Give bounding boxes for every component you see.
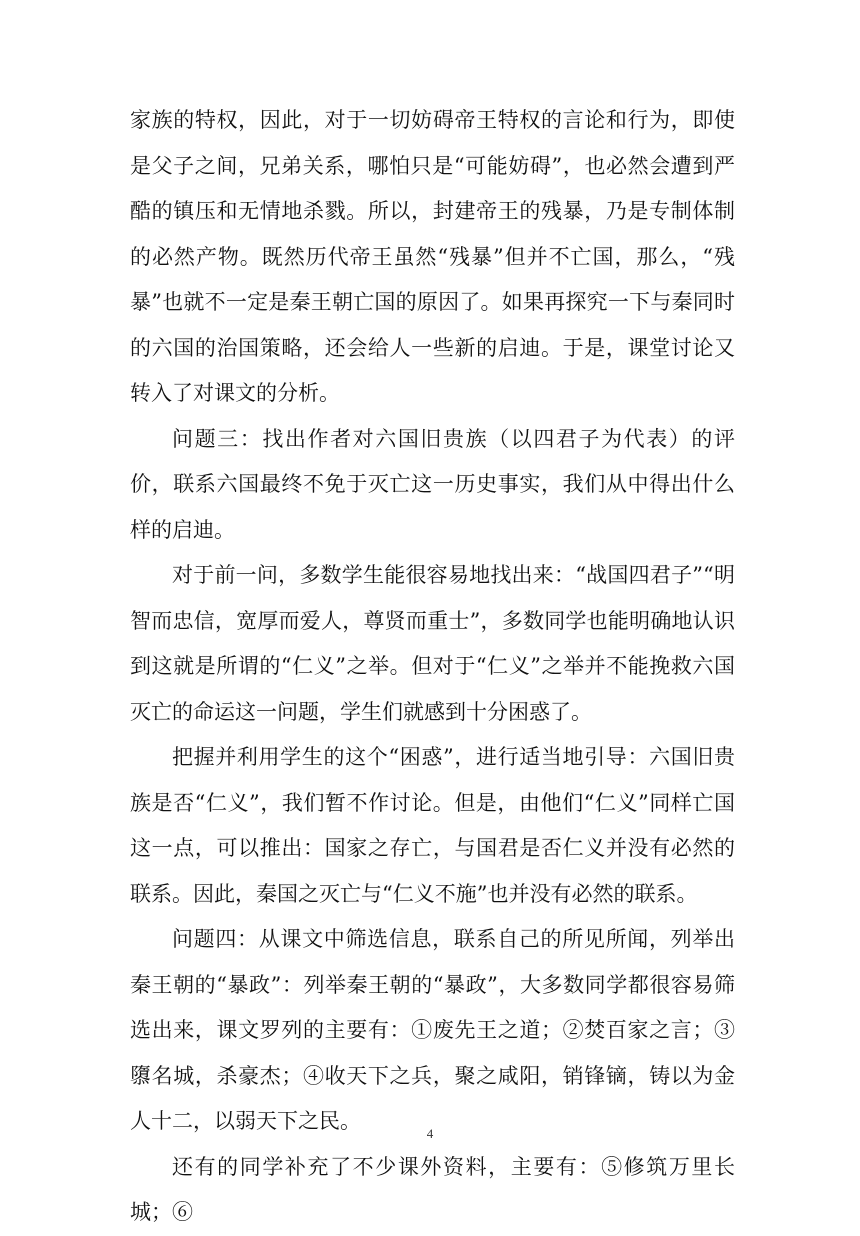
page-number: 4 — [426, 1126, 434, 1141]
paragraph-supplementary-materials: 还有的同学补充了不少课外资料，主要有：⑤修筑万里长城；⑥ — [130, 1154, 735, 1224]
body-text — [130, 98, 735, 1236]
paragraph-guidance-confusion: 把握并利用学生的这个“困惑”，进行适当地引导：六国旧贵族是否“仁义”，我们暂不作讨论。但是，由他们“仁义”同样亡国这一点，可以推出：国家之存亡，与国君是否仁义并没有必然的联系。因此，秦国之灭亡与“仁义不施”也并没有必然的联系。 — [130, 745, 735, 906]
paragraph-answer-four-lords: 对于前一问，多数学生能很容易地找出来：“战国四君子”“明智而忠信，宽厚而爱人，尊贤而重士”，多数同学也能明确地认识到这就是所谓的“仁义”之举。但对于“仁义”之举并不能挽救六国灭亡的命运这一问题，学生们就感到十分困惑了。 — [130, 563, 735, 724]
paragraph-question-three: 问题三：找出作者对六国旧贵族（以四君子为代表）的评价，联系六国最终不免于灭亡这一历史事实，我们从中得出什么样的启迪。 — [130, 426, 735, 542]
paragraph-continuation: 家族的特权，因此，对于一切妨碍帝王特权的言论和行为，即使是父子之间，兄弟关系，哪怕只是“可能妨碍”，也必然会遭到严酷的镇压和无情地杀戮。所以，封建帝王的残暴，乃是专制体制的必然产物。既然历代帝王虽然“残暴”但并不亡国，那么，“残暴”也就不一定是秦王朝亡国的原因了。如果再探究一下与秦同时的六国的治国策略，还会给人一些新的启迪。于是，课堂讨论又转入了对课文的分析。 — [130, 108, 735, 405]
paragraph-question-four: 问题四：从课文中筛选信息，联系自己的所见所闻，列举出秦王朝的“暴政”：列举秦王朝的“暴政”，大多数同学都很容易筛选出来，课文罗列的主要有：①废先王之道；②焚百家之言；③隳名城，杀豪杰；④收天下之兵，聚之咸阳，销锋镝，铸以为金人十二，以弱天下之民。 — [130, 927, 735, 1133]
